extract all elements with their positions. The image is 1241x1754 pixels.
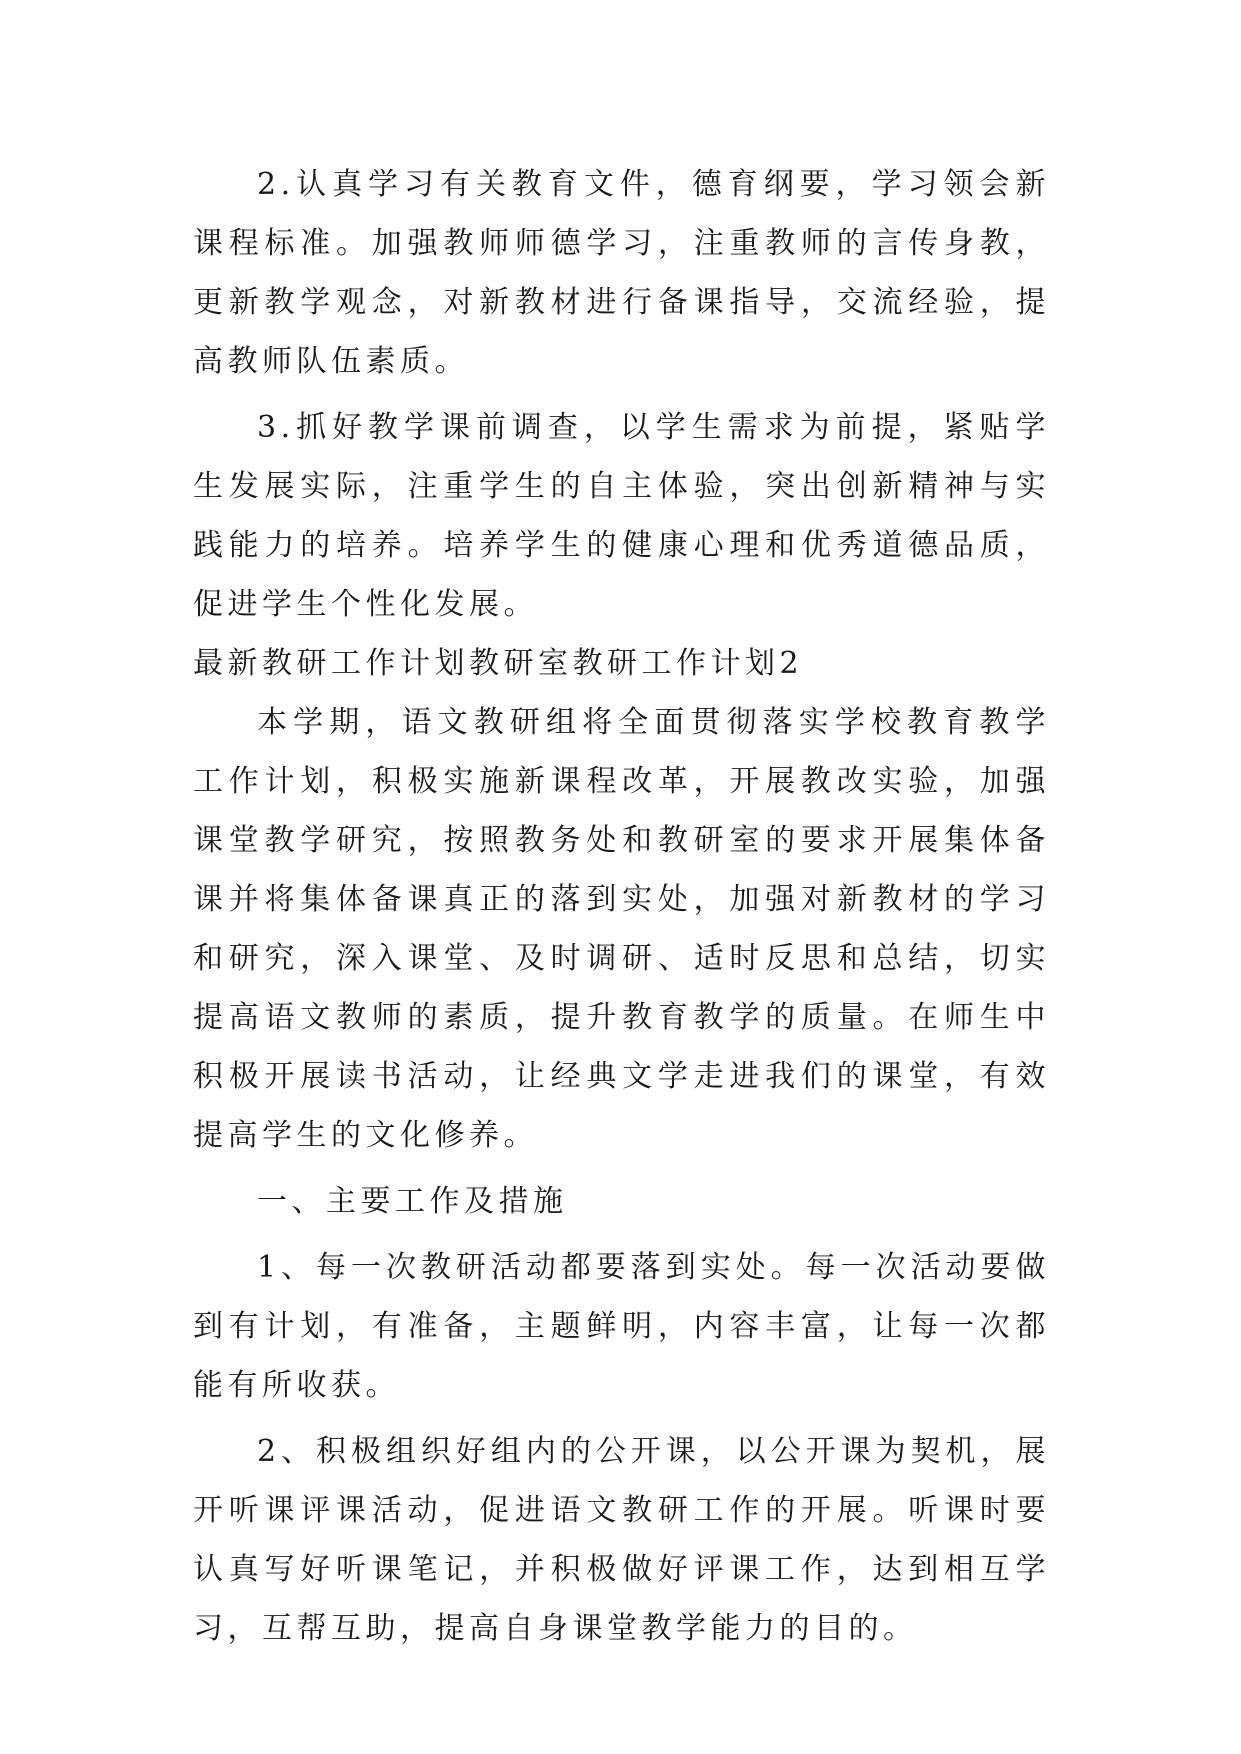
subsection-heading-main-work: 一、主要工作及措施 [257, 1184, 568, 1219]
document-body [193, 155, 1050, 1658]
paragraph-item-3-survey: 3.抓好教学课前调查，以学生需求为前提，紧贴学生发展实际，注重学生的自主体验，突出创新精神与实践能力的培养。培养学生的健康心理和优秀道德品质，促进学生个性化发展。 [193, 410, 1050, 622]
paragraph-item-2-open-class: 2、积极组织好组内的公开课，以公开课为契机，展开听课评课活动，促进语文教研工作的开展。听课时要认真写好听课笔记，并积极做好评课工作，达到相互学习，互帮互助，提高自身课堂教学能力的目的。 [193, 1434, 1050, 1646]
section-heading: 最新教研工作计划教研室教研工作计划2 [193, 646, 804, 681]
paragraph-item-2-study: 2.认真学习有关教育文件，德育纲要，学习领会新课程标准。加强教师师德学习，注重教师的言传身教，更新教学观念，对新教材进行备课指导，交流经验，提高教师队伍素质。 [193, 167, 1050, 379]
paragraph-item-1-activities: 1、每一次教研活动都要落到实处。每一次活动要做到有计划，有准备，主题鲜明，内容丰富，让每一次都能有所收获。 [193, 1250, 1050, 1403]
paragraph-intro: 本学期，语文教研组将全面贯彻落实学校教育教学工作计划，积极实施新课程改革，开展教改实验，加强课堂教学研究，按照教务处和教研室的要求开展集体备课并将集体备课真正的落到实处，加强对新教材的学习和研究，深入课堂、及时调研、适时反思和总结，切实提高语文教师的素质，提升教育教学的质量。在师生中积极开展读书活动，让经典文学走进我们的课堂，有效提高学生的文化修养。 [193, 705, 1050, 1153]
